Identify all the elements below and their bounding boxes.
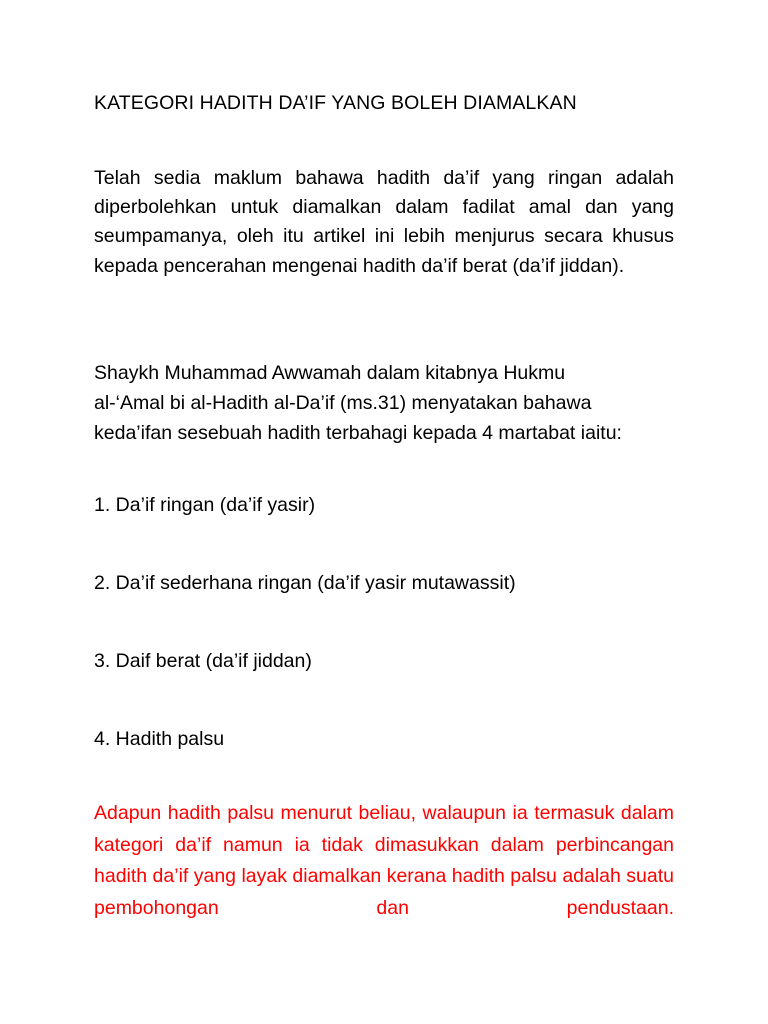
list-item: 3. Daif berat (da’if jiddan) [94, 650, 312, 672]
list-item: 2. Da’if sederhana ringan (da’if yasir mutawassit) [94, 572, 516, 594]
list-item: 1. Da’if ringan (da’if yasir) [94, 494, 316, 516]
document-title: KATEGORI HADITH DA’IF YANG BOLEH DIAMALKAN [94, 92, 577, 114]
highlighted-paragraph: Adapun hadith palsu menurut beliau, walaupun ia termasuk dalam kategori da’if namun ia tidak dimasukkan dalam perbincangan hadith da’if yang layak diamalkan kerana hadith palsu adalah suatu pembohongan dan pendustaan. [94, 802, 674, 919]
list-item: 4. Hadith palsu [94, 728, 225, 750]
intro-paragraph: Telah sedia maklum bahawa hadith da’if yang ringan adalah diperbolehkan untuk diamalkan dalam fadilat amal dan yang seumpamanya, oleh itu artikel ini lebih menjurus secara khusus kepada pencerahan mengenai hadith da’if berat (da’if jiddan). [94, 167, 674, 277]
source-paragraph [94, 358, 674, 448]
source-paragraph-line: keda’ifan sesebuah hadith terbahagi kepada 4 martabat iaitu: [94, 422, 622, 444]
source-paragraph-line: Shaykh Muhammad Awwamah dalam kitabnya Hukmu [94, 362, 566, 384]
source-paragraph-line: al-‘Amal bi al-Hadith al-Da’if (ms.31) menyatakan bahawa [94, 392, 592, 414]
